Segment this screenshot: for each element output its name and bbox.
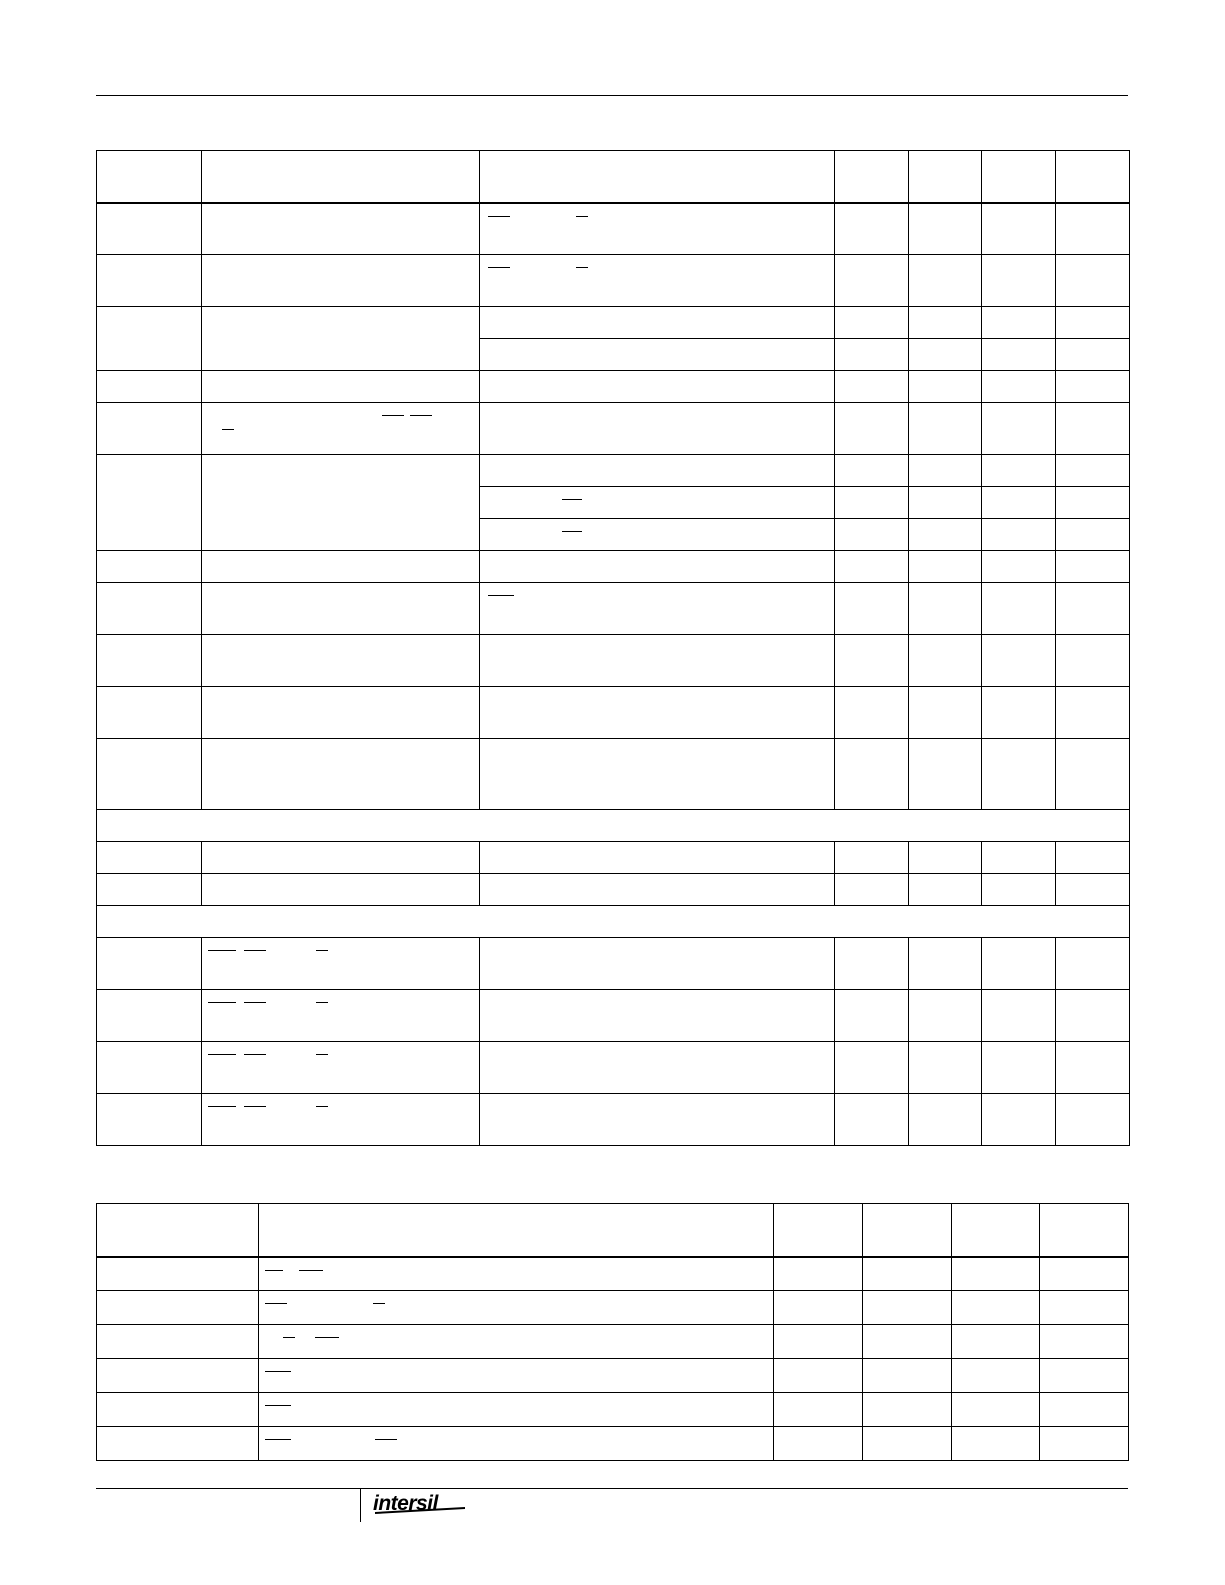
footer-separator [360, 1489, 361, 1522]
table-row [97, 990, 1130, 1042]
table-row [97, 371, 1130, 403]
table-row [97, 307, 1130, 339]
table-row [97, 583, 1130, 635]
table-row [97, 1094, 1130, 1146]
table-row [97, 874, 1130, 906]
table-row [97, 842, 1130, 874]
table-row [97, 1359, 1129, 1393]
table-row [97, 1325, 1129, 1359]
table-row [97, 255, 1130, 307]
table-row [97, 938, 1130, 990]
table-row [97, 455, 1130, 487]
table-row [97, 687, 1130, 739]
table-row [97, 1427, 1129, 1461]
table-row [97, 403, 1130, 455]
header-rule [96, 95, 1128, 96]
table-section-row [97, 906, 1130, 938]
table-row [97, 739, 1130, 810]
electrical-spec-table [96, 150, 1130, 1146]
table-row [97, 635, 1130, 687]
intersil-logo [373, 1492, 483, 1524]
logo-wordmark: intersil [373, 1492, 438, 1515]
table-row [97, 203, 1130, 255]
table-section-row [97, 810, 1130, 842]
table-row [97, 1042, 1130, 1094]
table-header-row [97, 1204, 1129, 1257]
table-row [97, 1393, 1129, 1427]
table-row [97, 551, 1130, 583]
table-row [97, 1291, 1129, 1325]
table-row [97, 1257, 1129, 1291]
table-header-row [97, 151, 1130, 203]
footer-rule [96, 1488, 1128, 1489]
timing-spec-table [96, 1203, 1129, 1461]
